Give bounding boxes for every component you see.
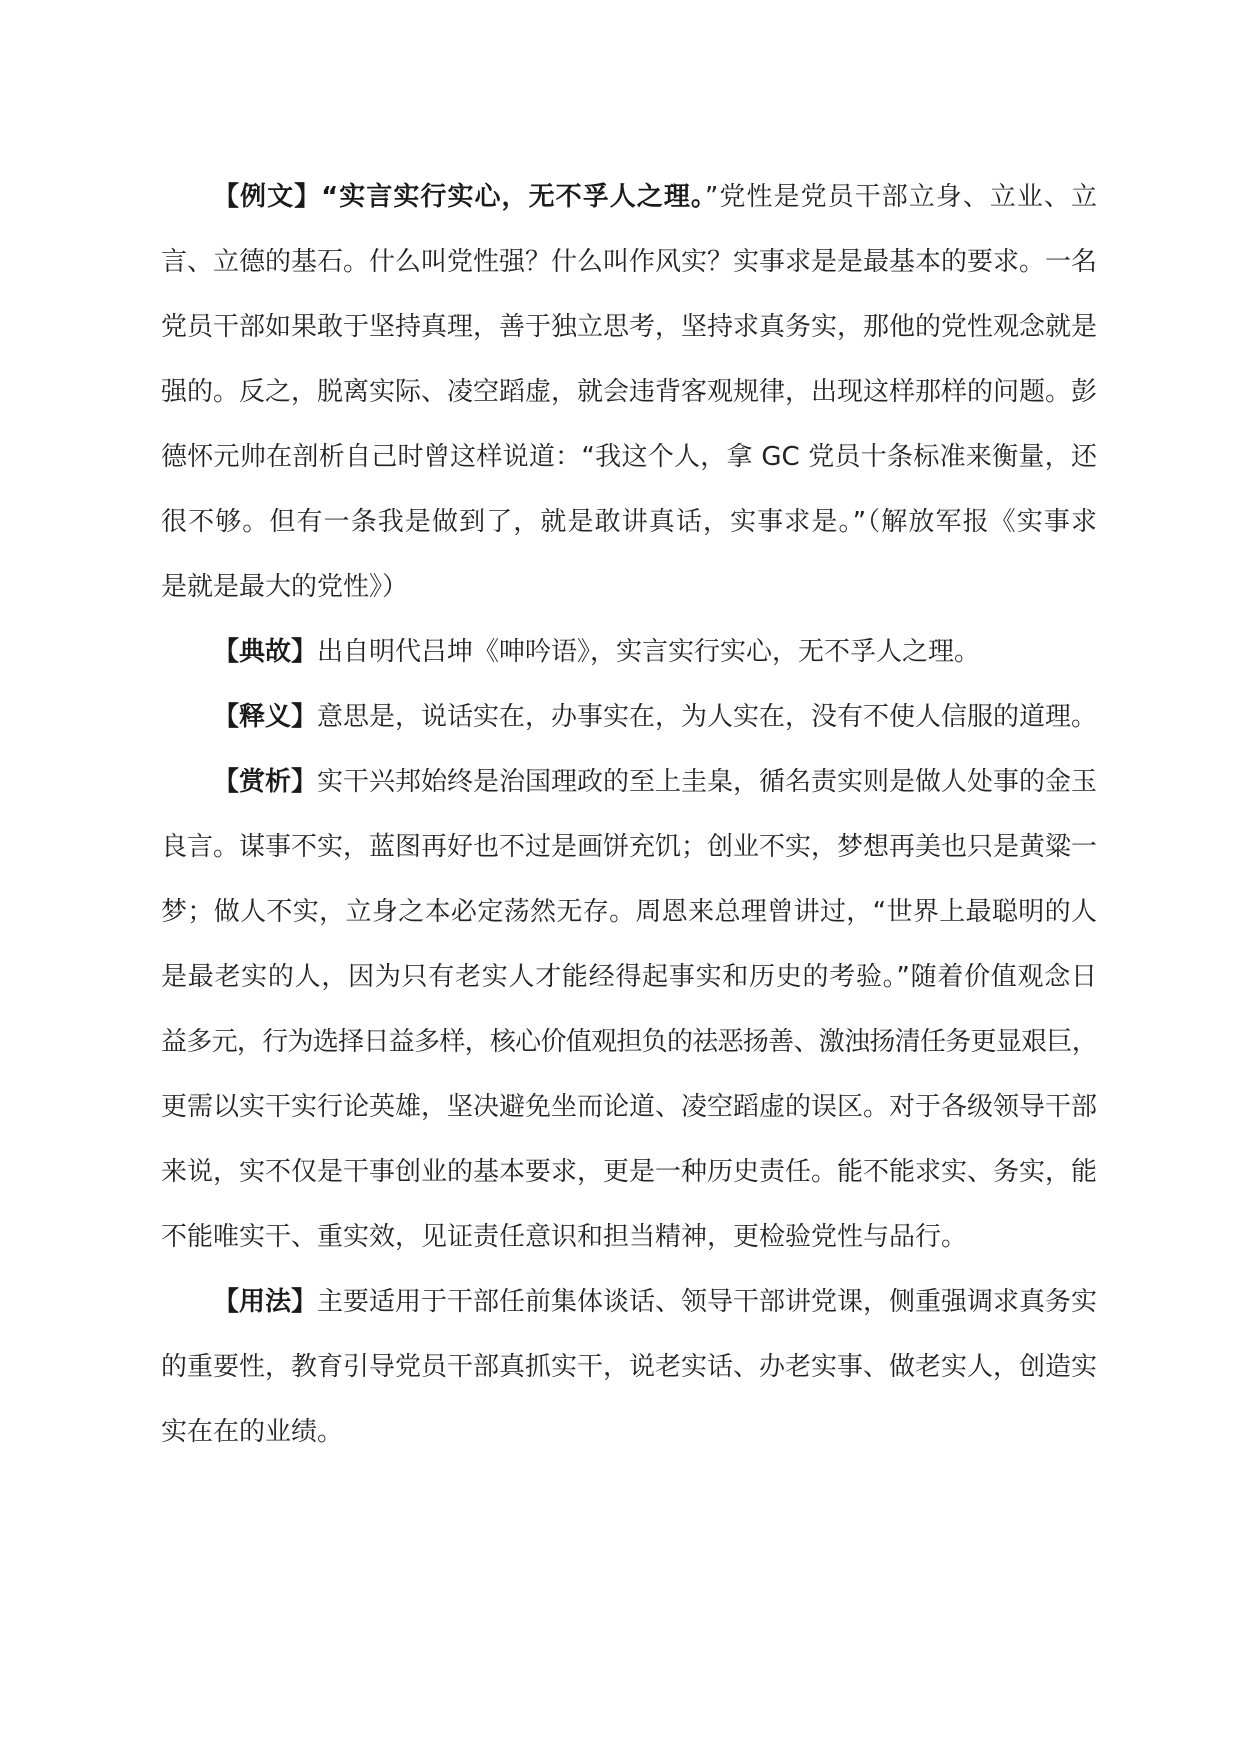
line-text: 意思是，说话实在，办事实在，为人实在，没有不使人信服的道理。 bbox=[317, 702, 1098, 732]
paragraph-usage bbox=[161, 1270, 1097, 1465]
paragraph-line: 实在在的业绩。 bbox=[161, 1417, 344, 1447]
paragraph-line bbox=[161, 750, 1097, 815]
line-text: 出自明代吕坤《呻吟语》，实言实行实心，无不孚人之理。 bbox=[317, 637, 981, 667]
document-body bbox=[161, 165, 1097, 1465]
line-text: 主要适用于干部任前集体谈话、领导干部讲党课，侧重强调求真务实 bbox=[317, 1287, 1098, 1317]
section-label: 【例文】“实言实行实心，无不孚人之理。 bbox=[213, 182, 705, 212]
line-text: ”党性是党员干部立身、立业、立 bbox=[704, 182, 1097, 212]
paragraph-example bbox=[161, 165, 1097, 620]
paragraph-line: 更需以实干实行论英雄，坚决避免坐而论道、凌空蹈虚的误区。对于各级领导干部 bbox=[161, 1092, 1098, 1122]
paragraph-line: 的重要性，教育引导党员干部真抓实干，说老实话、办老实事、做老实人，创造实 bbox=[161, 1352, 1098, 1382]
section-label: 【赏析】 bbox=[213, 767, 318, 797]
paragraph-line: 是最老实的人，因为只有老实人才能经得起事实和历史的考验。”随着价值观念日 bbox=[161, 962, 1097, 992]
section-label: 【典故】 bbox=[213, 637, 318, 667]
paragraph-line bbox=[161, 165, 1097, 230]
paragraph-line: 言、立德的基石。什么叫党性强？什么叫作风实？实事求是是最基本的要求。一名 bbox=[161, 247, 1098, 277]
paragraph-line bbox=[161, 685, 1097, 750]
paragraph-line: 益多元，行为选择日益多样，核心价值观担负的祛恶扬善、激浊扬清任务更显艰巨， bbox=[161, 1027, 1097, 1057]
paragraph-appreciation bbox=[161, 750, 1097, 1270]
section-label: 【释义】 bbox=[213, 702, 318, 732]
paragraph-line: 梦；做人不实，立身之本必定荡然无存。周恩来总理曾讲过，“世界上最聪明的人 bbox=[161, 897, 1097, 927]
paragraph-line bbox=[161, 1270, 1097, 1335]
paragraph-line: 不能唯实干、重实效，见证责任意识和担当精神，更检验党性与品行。 bbox=[161, 1222, 968, 1252]
paragraph-line: 来说，实不仅是干事创业的基本要求，更是一种历史责任。能不能求实、务实，能 bbox=[161, 1157, 1098, 1187]
line-text: 实干兴邦始终是治国理政的至上圭臬，循名责实则是做人处事的金玉 bbox=[317, 767, 1098, 797]
paragraph-line bbox=[161, 620, 1097, 685]
paragraph-line: 党员干部如果敢于坚持真理，善于独立思考，坚持求真务实，那他的党性观念就是 bbox=[161, 312, 1098, 342]
section-label: 【用法】 bbox=[213, 1287, 318, 1317]
paragraph-allusion bbox=[161, 620, 1097, 685]
paragraph-line: 很不够。但有一条我是做到了，就是敢讲真话，实事求是。”（解放军报《实事求 bbox=[161, 507, 1097, 537]
paragraph-line: 良言。谋事不实，蓝图再好也不过是画饼充饥；创业不实，梦想再美也只是黄粱一 bbox=[161, 832, 1098, 862]
paragraph-line: 德怀元帅在剖析自己时曾这样说道：“我这个人，拿 GC 党员十条标准来衡量，还 bbox=[161, 442, 1097, 472]
paragraph-meaning bbox=[161, 685, 1097, 750]
paragraph-line: 强的。反之，脱离实际、凌空蹈虚，就会违背客观规律，出现这样那样的问题。彭 bbox=[161, 377, 1098, 407]
paragraph-line: 是就是最大的党性》） bbox=[161, 572, 409, 602]
